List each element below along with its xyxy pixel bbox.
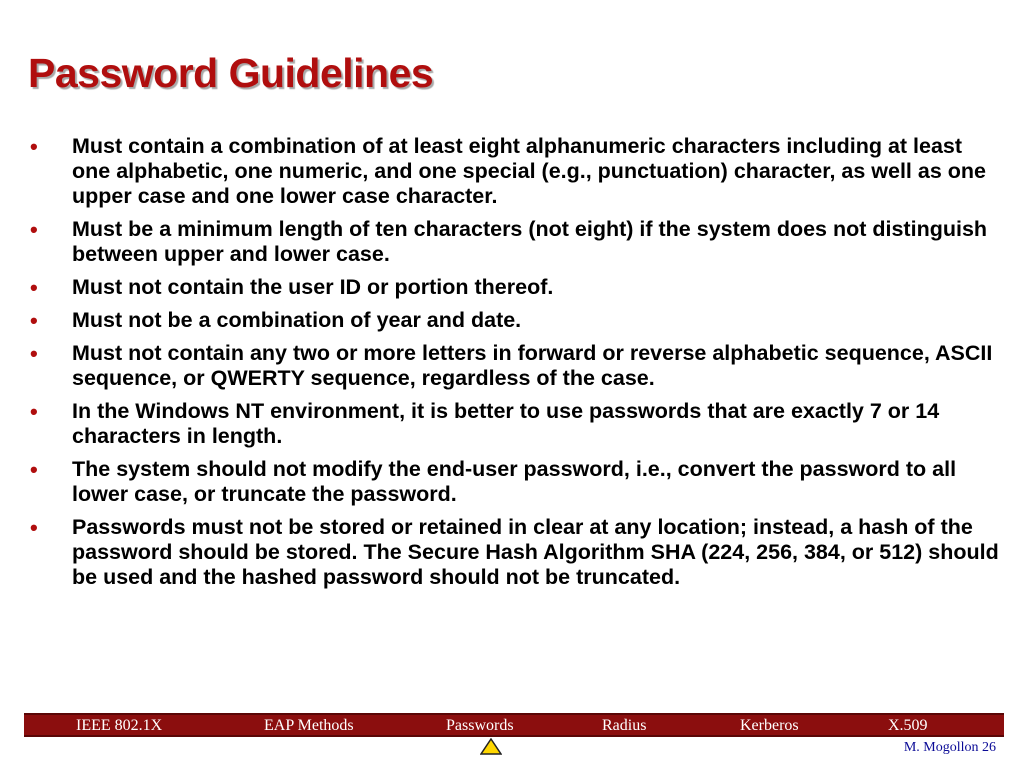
bullet-item xyxy=(30,134,1002,209)
nav-link-eap-methods[interactable]: EAP Methods xyxy=(264,717,354,734)
nav-link-radius[interactable]: Radius xyxy=(602,717,647,734)
bullet-icon: • xyxy=(30,134,38,159)
bullet-item xyxy=(30,275,1002,300)
bullet-item xyxy=(30,457,1002,507)
bullet-text: Must not be a combination of year and date. xyxy=(72,308,522,332)
triangle-up-icon xyxy=(480,738,502,755)
footer-nav-bar xyxy=(24,713,1004,737)
bullet-item xyxy=(30,217,1002,267)
bullet-text: Passwords must not be stored or retained in clear at any location; instead, a hash of the password should be stored. The Secure Hash Algorithm SHA (224, 256, 384, or 512) should be used and the hashed password should not be truncated. xyxy=(72,515,999,589)
bullet-item xyxy=(30,308,1002,333)
bullet-icon: • xyxy=(30,341,38,366)
bullet-icon: • xyxy=(30,308,38,333)
nav-link-x-509[interactable]: X.509 xyxy=(888,717,928,734)
bullet-text: Must contain a combination of at least eight alphanumeric characters including at least one alphabetic, one numeric, and one special (e.g., punctuation) character, as well as one upper case and one lower case character. xyxy=(72,134,986,208)
nav-link-ieee-802-1x[interactable]: IEEE 802.1X xyxy=(76,717,163,734)
author-page-number: M. Mogollon 26 xyxy=(903,740,996,755)
bullet-icon: • xyxy=(30,515,38,540)
bullet-icon: • xyxy=(30,457,38,482)
bullet-item xyxy=(30,515,1002,590)
bullet-icon: • xyxy=(30,275,38,300)
bullet-text: Must not contain the user ID or portion thereof. xyxy=(72,275,554,299)
bullet-text: In the Windows NT environment, it is better to use passwords that are exactly 7 or 14 characters in length. xyxy=(72,399,940,448)
bullet-icon: • xyxy=(30,399,38,424)
nav-link-passwords[interactable]: Passwords xyxy=(446,717,514,734)
bullet-item xyxy=(30,341,1002,391)
slide-title: Password Guidelines xyxy=(28,50,434,96)
bullet-icon: • xyxy=(30,217,38,242)
bullet-text: Must not contain any two or more letters in forward or reverse alphabetic sequence, ASCII sequence, or QWERTY sequence, regardless of the case. xyxy=(72,341,993,390)
bullet-list xyxy=(30,134,1002,598)
bullet-text: The system should not modify the end-user password, i.e., convert the password to all lower case, or truncate the password. xyxy=(72,457,957,506)
bullet-text: Must be a minimum length of ten characters (not eight) if the system does not distinguish between upper and lower case. xyxy=(72,217,988,266)
nav-link-kerberos[interactable]: Kerberos xyxy=(740,717,799,734)
bullet-item xyxy=(30,399,1002,449)
